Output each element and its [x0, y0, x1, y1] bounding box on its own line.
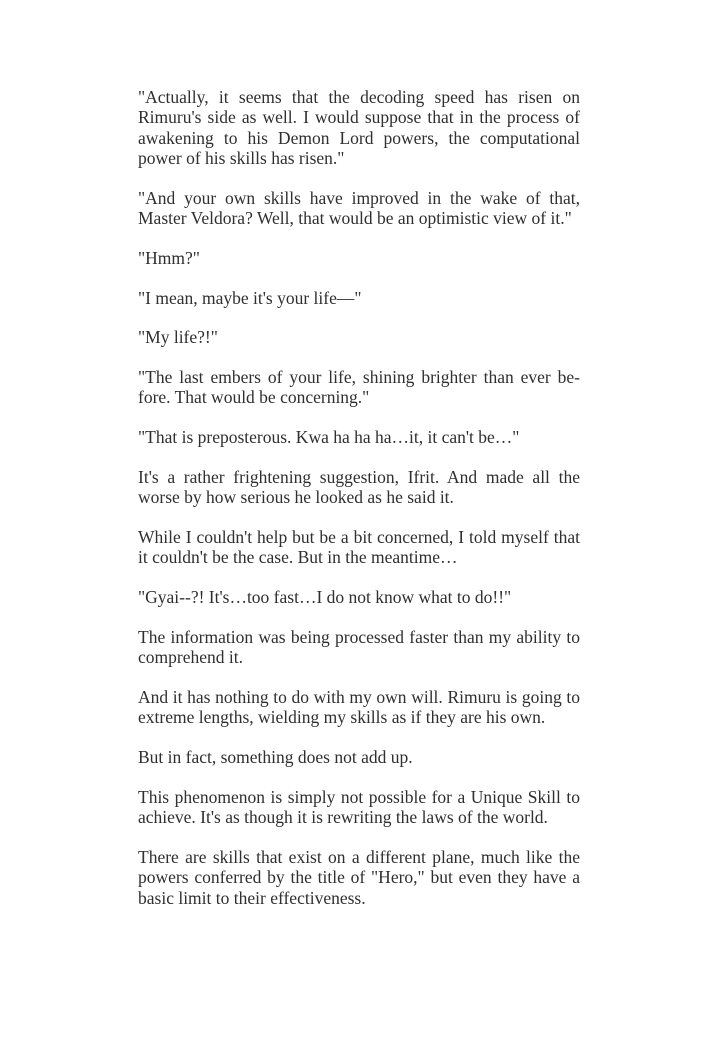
paragraph: "I mean, maybe it's your life—" [138, 287, 362, 308]
paragraph: There are skills that exist on a different plane, much like the powers conferred by the title of "Hero," but even they have a basic limit to their effectiveness. [138, 847, 580, 908]
paragraph: And it has nothing to do with my own will. Rimuru is going to extreme lengths, wielding my skills as if they are his own. [138, 687, 580, 728]
paragraph: "The last embers of your life, shining brighter than ever before. That would be concerning." [138, 367, 580, 408]
paragraph: This phenomenon is simply not possible for a Unique Skill to achieve. It's as though it is rewriting the laws of the world. [138, 787, 580, 828]
paragraph: "And your own skills have improved in the wake of that, Master Veldora? Well, that would be an optimistic view of it." [138, 187, 580, 228]
paragraph: It's a rather frightening suggestion, Ifrit. And made all the worse by how serious he looked as he said it. [138, 467, 580, 508]
paragraph: "That is preposterous. Kwa ha ha ha…it, it can't be…" [138, 427, 520, 448]
paragraph: The information was being processed faster than my ability to comprehend it. [138, 627, 580, 668]
paragraph: "Hmm?" [138, 247, 200, 268]
paragraph: While I couldn't help but be a bit concerned, I told myself that it couldn't be the case. But in the meantime… [138, 527, 580, 568]
paragraph: "Gyai--?! It's…too fast…I do not know what to do!!" [138, 587, 512, 608]
paragraph: "My life?!" [138, 327, 218, 348]
paragraph: But in fact, something does not add up. [138, 747, 413, 768]
text-column [138, 87, 580, 908]
paragraph: "Actually, it seems that the decoding speed has risen on Rimuru's side as well. I would suppose that in the process of awakening to his Demon Lord powers, the computational power of his skills has risen." [138, 87, 580, 168]
